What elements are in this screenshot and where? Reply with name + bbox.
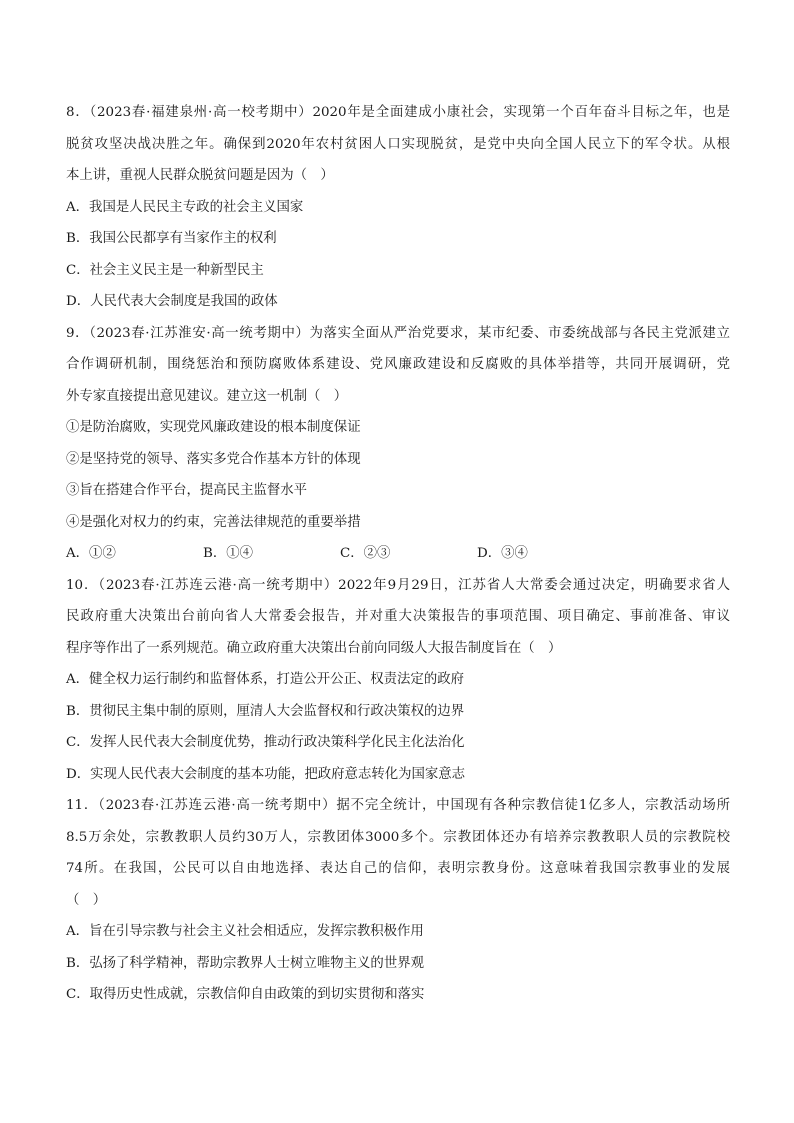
stem-line: 外专家直接提出意见建议。建立这一机制（ ） xyxy=(66,388,348,404)
stem-line: 9．（2023春·江苏淮安·高一统考期中）为落实全面从严治党要求，某市纪委、市委统战部与各民主党派建立 xyxy=(66,325,730,341)
option-a: A．旨在引导宗教与社会主义社会相适应，发挥宗教积极作用 xyxy=(66,924,424,939)
option-c: C．发挥人民代表大会制度优势，推动行政决策科学化民主化法治化 xyxy=(66,735,465,750)
option-a: A．我国是人民民主专政的社会主义国家 xyxy=(66,199,304,215)
stem-line: 8．（2023春·福建泉州·高一校考期中）2020年是全面建成小康社会，实现第一个百年奋斗目标之年，也是 xyxy=(66,105,730,120)
option-b: B．贯彻民主集中制的原则，厘清人大会监督权和行政决策权的边界 xyxy=(66,703,465,719)
option-b: B．我国公民都享有当家作主的权利 xyxy=(66,231,277,246)
option-d: D．实现人民代表大会制度的基本功能，把政府意志转化为国家意志 xyxy=(66,766,466,782)
stem-line: 11．（2023春·江苏连云港·高一统考期中）据不完全统计，中国现有各种宗教信徒1亿多人，宗教活动场所 xyxy=(66,798,730,813)
stem-line: 本上讲，重视人民群众脱贫问题是因为（ ） xyxy=(66,168,334,183)
statement-2: ②是坚持党的领导、落实多党合作基本方针的体现 xyxy=(66,451,361,467)
question-11 xyxy=(66,790,730,1011)
option-c: C．②③ xyxy=(340,546,391,561)
statement-3: ③旨在搭建合作平台，提高民主监督水平 xyxy=(66,483,308,498)
option-a: A．①② xyxy=(66,546,116,561)
option-row xyxy=(66,538,730,570)
stem-line: 10．（2023春·江苏连云港·高一统考期中）2022年9月29日，江苏省人大常委会通过决定，明确要求省人 xyxy=(66,577,730,593)
stem-line: 74所。在我国，公民可以自由地选择、表达自己的信仰，表明宗教身份。这意味着我国宗教事业的发展 xyxy=(66,861,730,876)
stem-line: 8.5万余处，宗教教职人员约30万人，宗教团体3000多个。宗教团体还办有培养宗教教职人员的宗教院校 xyxy=(66,829,730,845)
option-a: A．健全权力运行制约和监督体系，打造公开公正、权责法定的政府 xyxy=(66,672,464,687)
question-list xyxy=(66,97,730,1011)
question-stem xyxy=(66,318,730,413)
option-b: B．弘扬了科学精神，帮助宗教界人士树立唯物主义的世界观 xyxy=(66,955,424,971)
question-10 xyxy=(66,570,730,791)
stem-line: 民政府重大决策出台前向省人大常委会报告，并对重大决策报告的事项范围、项目确定、事前准备、审议 xyxy=(66,609,730,624)
question-stem xyxy=(66,570,730,665)
stem-line: （ ） xyxy=(66,892,107,908)
statement-4: ④是强化对权力的约束，完善法律规范的重要举措 xyxy=(66,514,361,530)
option-c: C．取得历史性成就，宗教信仰自由政策的到切实贯彻和落实 xyxy=(66,987,425,1002)
question-stem xyxy=(66,790,730,916)
stem-line: 程序等作出了一系列规范。确立政府重大决策出台前向同级人大报告制度旨在（ ） xyxy=(66,640,562,656)
question-stem xyxy=(66,97,730,192)
question-8 xyxy=(66,97,730,318)
question-9 xyxy=(66,318,730,570)
stem-line: 合作调研机制，围绕惩治和预防腐败体系建设、党风廉政建设和反腐败的具体举措等，共同开展调研，党 xyxy=(66,357,730,372)
statement-1: ①是防治腐败，实现党风廉政建设的根本制度保证 xyxy=(66,420,361,435)
option-c: C．社会主义民主是一种新型民主 xyxy=(66,262,264,278)
option-d: D．人民代表大会制度是我国的政体 xyxy=(66,294,278,309)
option-d: D．③④ xyxy=(477,546,528,561)
option-b: B．①④ xyxy=(203,546,254,561)
stem-line: 脱贫攻坚决战决胜之年。确保到2020年农村贫困人口实现脱贫，是党中央向全国人民立下的军令状。从根 xyxy=(66,136,730,152)
